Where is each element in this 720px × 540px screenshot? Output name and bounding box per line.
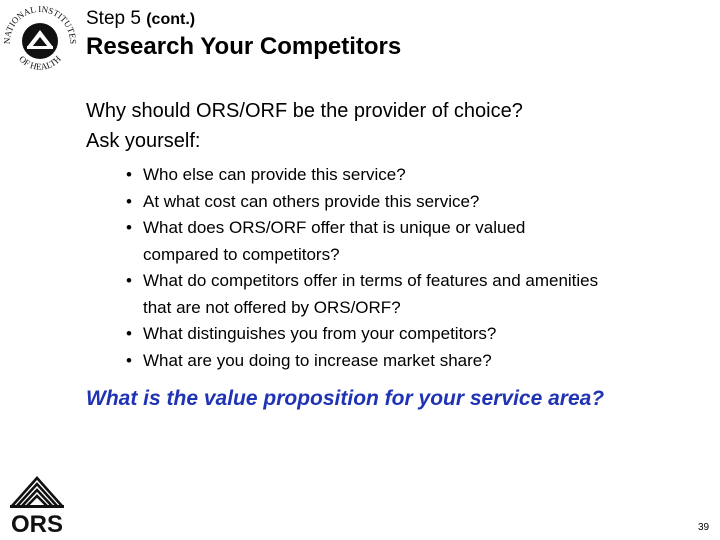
question-list <box>126 162 706 374</box>
page-number: 39 <box>698 522 710 533</box>
list-item <box>126 189 706 216</box>
intro-ask: Ask yourself: <box>86 130 201 152</box>
list-item-text: What are you doing to increase market share? <box>143 350 492 370</box>
list-item-text: What distinguishes you from your competitors? <box>143 324 497 343</box>
intro-text <box>86 96 523 156</box>
bullet-icon: • <box>126 350 132 370</box>
list-item-text: At what cost can others provide this service? <box>143 191 480 211</box>
list-item-text: What do competitors offer in terms of features and amenities <box>143 271 599 290</box>
svg-text:ORS: ORS <box>10 511 64 536</box>
svg-text:OF HEALTH: OF HEALTH <box>17 53 63 72</box>
bullet-icon: • <box>126 324 132 343</box>
list-item-text-cont: compared to competitors? <box>143 244 340 264</box>
list-item <box>126 162 706 189</box>
step-sub-label: (cont.) <box>146 11 196 28</box>
value-proposition-callout: What is the value proposition for your service area? <box>86 387 605 410</box>
svg-text:NATIONAL INSTITUTES: NATIONAL INSTITUTES <box>2 3 78 45</box>
list-item <box>126 268 706 321</box>
step-label: Step 5 <box>86 8 141 29</box>
list-item <box>126 321 706 348</box>
list-item-text-cont: that are not offered by ORS/ORF? <box>143 297 401 317</box>
list-item-text: What does ORS/ORF offer that is unique or valued <box>143 218 526 237</box>
list-item-text: Who else can provide this service? <box>143 165 406 184</box>
ors-logo <box>4 470 70 536</box>
bullet-icon: • <box>126 218 132 237</box>
bullet-icon: • <box>126 271 132 290</box>
step-heading <box>86 8 195 31</box>
bullet-icon: • <box>126 191 132 211</box>
bullet-icon: • <box>126 165 132 184</box>
page-title: Research Your Competitors <box>86 33 402 60</box>
list-item <box>126 215 706 268</box>
intro-question: Why should ORS/ORF be the provider of choice? <box>86 100 523 122</box>
list-item <box>126 348 706 375</box>
nih-logo <box>2 2 78 78</box>
